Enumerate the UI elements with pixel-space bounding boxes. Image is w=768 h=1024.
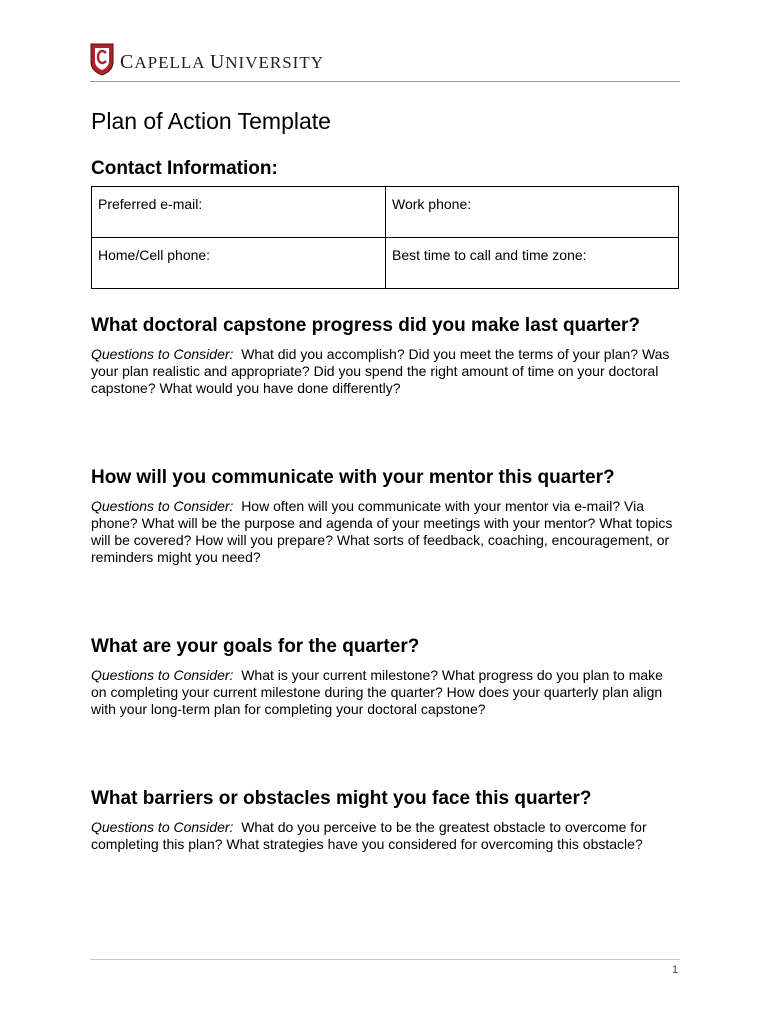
page-header bbox=[90, 42, 680, 82]
table-row bbox=[92, 238, 679, 289]
questions-text: How often will you communicate with your mentor via e-mail? Via phone? What will be the purpose and agenda of your meetings with your mentor? What topics will be covered? How will you prepare? What sorts of feedback, coaching, encouragement, or reminders might you need? bbox=[91, 498, 673, 565]
contact-information-table bbox=[91, 186, 679, 289]
section-questions-barriers bbox=[91, 819, 681, 853]
page-number: 1 bbox=[672, 964, 679, 976]
best-time-to-call-cell[interactable]: Best time to call and time zone: bbox=[386, 238, 679, 289]
section-questions-communication bbox=[91, 498, 681, 566]
questions-text: What is your current milestone? What progress do you plan to make on completing your current milestone during the quarter? How does your quarterly plan align with your long-term plan for completing your doctoral capstone? bbox=[91, 667, 663, 717]
questions-lead: Questions to Consider: bbox=[91, 667, 234, 683]
capella-shield-icon bbox=[90, 42, 114, 76]
questions-lead: Questions to Consider: bbox=[91, 346, 234, 362]
section-heading-progress: What doctoral capstone progress did you make last quarter? bbox=[91, 315, 641, 336]
section-heading-goals: What are your goals for the quarter? bbox=[91, 636, 420, 657]
table-row bbox=[92, 187, 679, 238]
document-title: Plan of Action Template bbox=[91, 108, 331, 134]
section-questions-progress bbox=[91, 346, 681, 397]
footer-divider bbox=[90, 959, 680, 960]
contact-information-heading: Contact Information: bbox=[91, 158, 278, 179]
questions-lead: Questions to Consider: bbox=[91, 819, 234, 835]
section-heading-barriers: What barriers or obstacles might you face this quarter? bbox=[91, 788, 592, 809]
university-wordmark: CAPELLA UNIVERSITY bbox=[120, 51, 324, 73]
work-phone-cell[interactable]: Work phone: bbox=[386, 187, 679, 238]
questions-lead: Questions to Consider: bbox=[91, 498, 234, 514]
questions-text: What do you perceive to be the greatest obstacle to overcome for completing this plan? What strategies have you considered for overcoming this obstacle? bbox=[91, 819, 647, 852]
header-divider bbox=[90, 81, 680, 82]
questions-text: What did you accomplish? Did you meet the terms of your plan? Was your plan realistic and appropriate? Did you spend the right amount of time on your doctoral capstone? What would you have done differently? bbox=[91, 346, 670, 396]
section-heading-communication: How will you communicate with your mentor this quarter? bbox=[91, 467, 615, 488]
home-cell-phone-cell[interactable]: Home/Cell phone: bbox=[92, 238, 386, 289]
section-questions-goals bbox=[91, 667, 681, 718]
preferred-email-cell[interactable]: Preferred e-mail: bbox=[92, 187, 386, 238]
